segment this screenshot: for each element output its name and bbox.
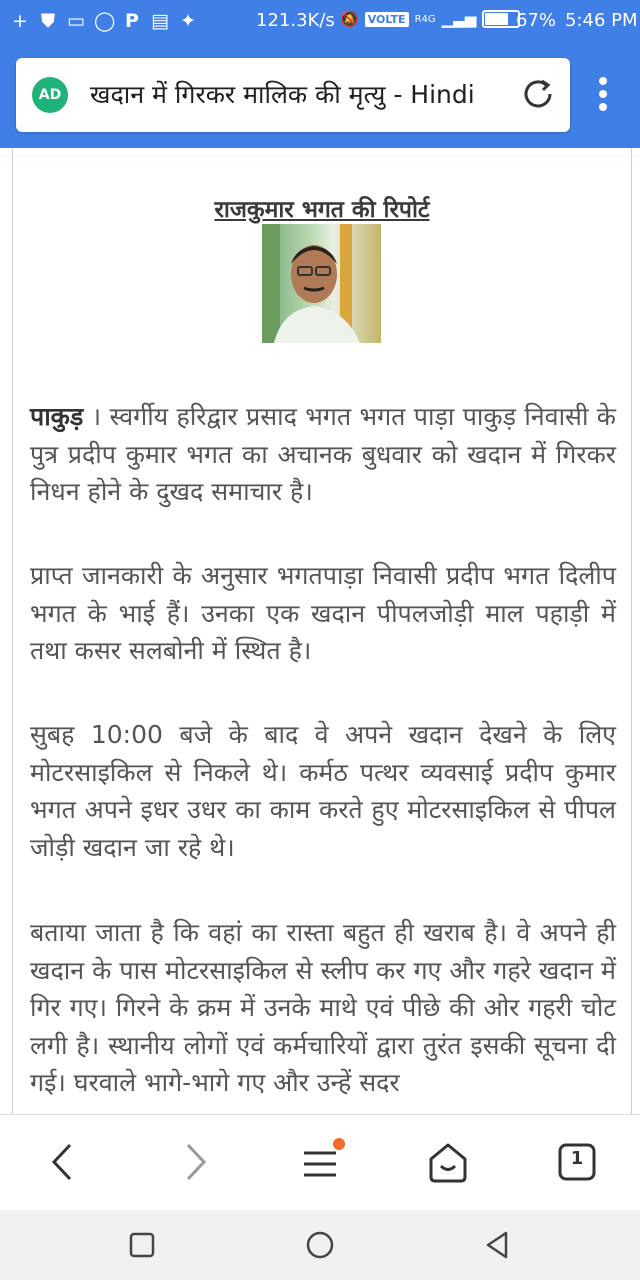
- clock: 5:46 PM: [565, 10, 638, 31]
- network-type: R4G: [414, 13, 436, 25]
- adblock-badge-icon[interactable]: AD: [32, 77, 68, 113]
- volte-badge: VOLTE: [365, 12, 409, 27]
- more-menu-icon[interactable]: [591, 77, 615, 117]
- tab-count: 1: [570, 1148, 584, 1169]
- dateline-city: पाकुड़: [30, 402, 84, 431]
- article-body: [12, 148, 632, 1114]
- chat-icon: ◯: [94, 10, 116, 32]
- notification-icons: [10, 9, 198, 33]
- back-icon[interactable]: [38, 1137, 88, 1187]
- paragraph-4: बताया जाता है कि वहां का रास्ता बहुत ही खराब है। वे अपने ही खदान के पास मोटरसाइकिल से स्लीप कर गए और गहरे खदान में गिर गए। गिरने के क्रम में उनके माथे एवं पीछे की ओर गहरी चोट लगी है। स्थानीय लोगों एवं कर्मचारियों द्वारा तुरंत इसकी सूचना दी गई। घरवाले भागे-भागे गए और उन्हें सदर: [30, 918, 616, 1097]
- home-system-icon[interactable]: [303, 1228, 337, 1262]
- signal-area: [340, 10, 520, 28]
- network-speed: 121.3K/s: [256, 10, 335, 31]
- page-title[interactable]: खदान में गिरकर मालिक की मृत्यु - Hindi: [90, 80, 475, 109]
- back-system-icon[interactable]: [480, 1228, 514, 1262]
- message-icon: ▭: [67, 10, 85, 32]
- address-bar[interactable]: [16, 58, 570, 132]
- battery-percent: 67%: [516, 10, 557, 31]
- byline: राजकुमार भगत की रिपोर्ट: [214, 197, 430, 223]
- paragraph-3: सुबह 10:00 बजे के बाद वे अपने खदान देखने के लिए मोटरसाइकिल से निकले थे। कर्मठ पत्थर व्यवसाई प्रदीप कुमार भगत अपने इधर उधर का काम करते हुए मोटरसाइकिल से पीपल जोड़ी खदान जा रहे थे।: [30, 720, 616, 862]
- system-nav-bar: [0, 1210, 640, 1280]
- mute-icon: 🔕: [340, 10, 359, 28]
- notification-dot: [333, 1138, 345, 1150]
- tabs-button[interactable]: [552, 1137, 602, 1187]
- browser-toolbar: [0, 1114, 640, 1211]
- paytm-icon: P: [125, 10, 139, 32]
- battery-icon: [482, 10, 520, 28]
- recents-icon[interactable]: [125, 1228, 159, 1262]
- signal-icon: ▁▃▅: [441, 10, 477, 28]
- shield-icon: ⛊: [40, 10, 56, 32]
- reload-icon[interactable]: [520, 76, 556, 112]
- reporter-photo: [262, 224, 381, 343]
- menu-icon[interactable]: [296, 1137, 346, 1187]
- twitter-icon: ✦: [180, 10, 196, 32]
- news-icon: ▤: [151, 10, 169, 32]
- paragraph-1: [30, 398, 616, 511]
- plus-icon: +: [12, 10, 28, 32]
- paragraph-2: प्राप्त जानकारी के अनुसार भगतपाड़ा निवासी प्रदीप भगत दिलीप भगत के भाई हैं। उनका एक खदान पीपलजोड़ी माल पहाड़ी में तथा कसर सलबोनी में स्थित है।: [30, 561, 616, 665]
- paragraph-1-text: । स्वर्गीय हरिद्वार प्रसाद भगत भगत पाड़ा पाकुड़ निवासी के पुत्र प्रदीप कुमार भगत का अचानक बुधवार को खदान में गिरकर निधन होने के दुखद समाचार है।: [30, 402, 616, 506]
- status-bar: [0, 0, 640, 44]
- forward-icon[interactable]: [170, 1137, 220, 1187]
- home-icon[interactable]: [423, 1137, 473, 1187]
